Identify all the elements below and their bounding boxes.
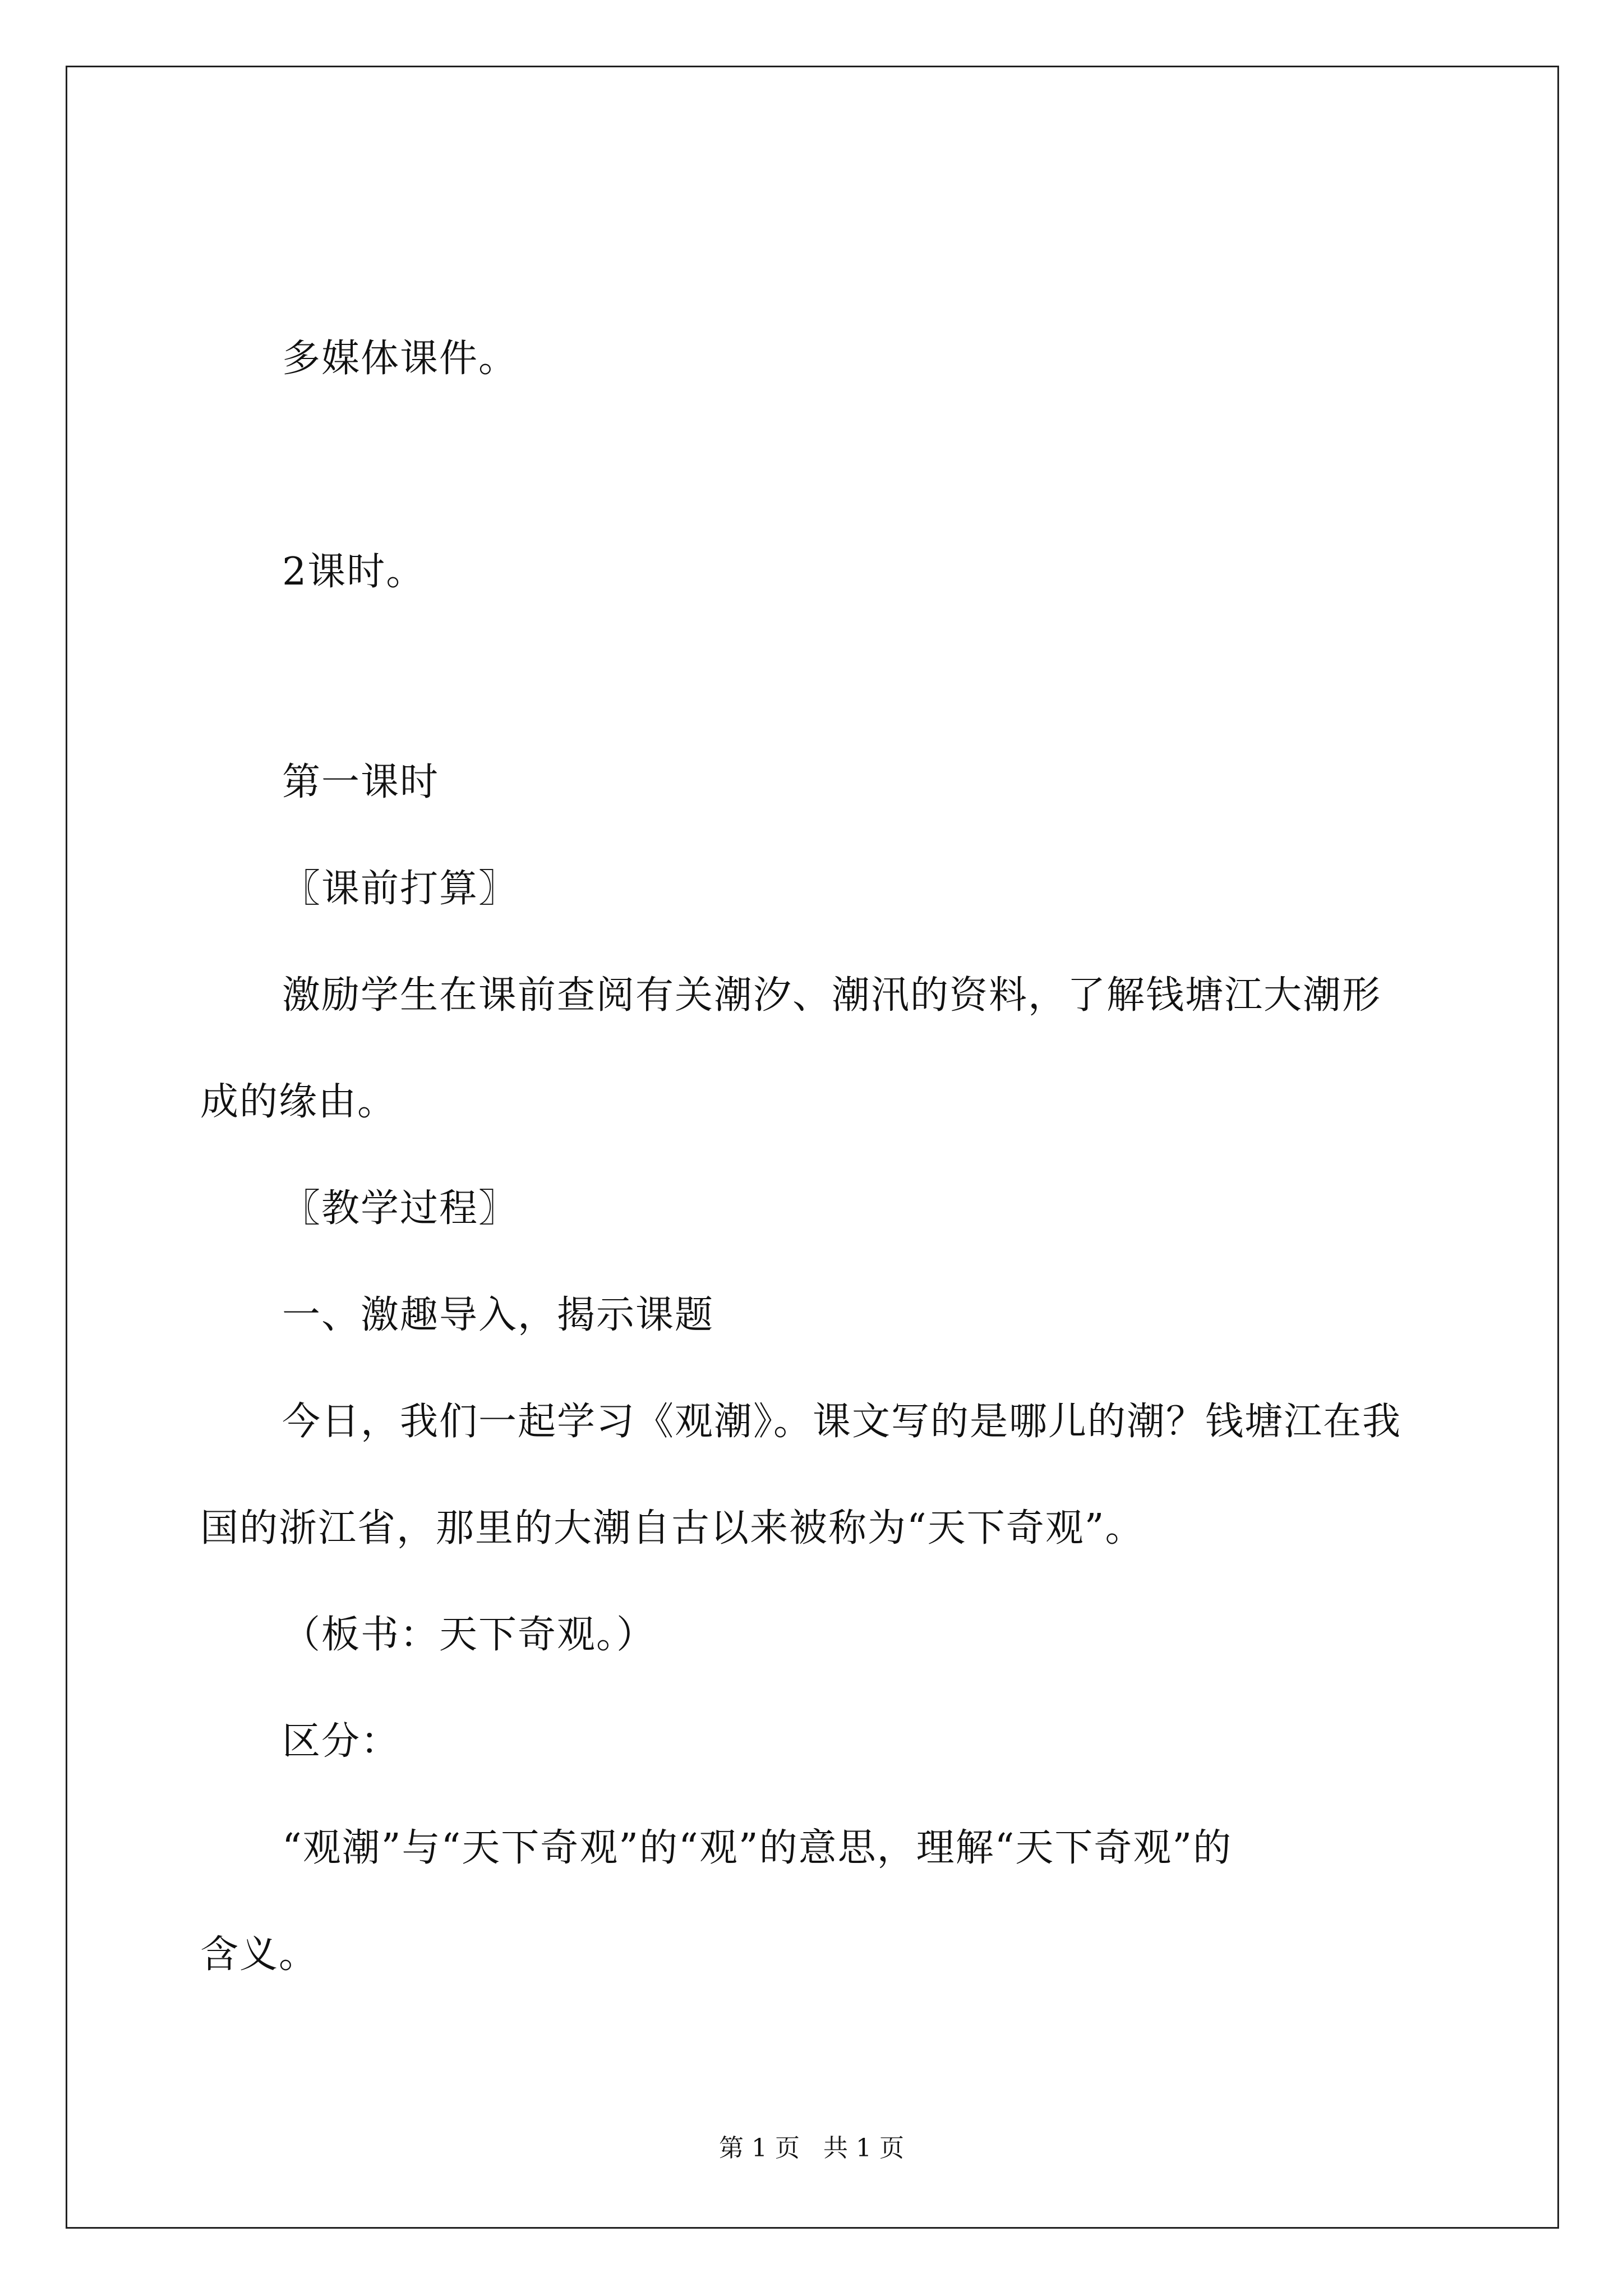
paragraph-distinguish-label: 区分： [282,1719,400,1764]
paragraph-intro-line1: 今日，我们一起学习《观潮》。课文写的是哪儿的潮？钱塘江在我 [282,1400,1402,1444]
heading-first-lesson: 第一课时 [282,760,440,804]
paragraph-board-note: （板书：天下奇观。） [282,1613,656,1657]
paragraph-preparation-line1: 激励学生在课前查阅有关潮汐、潮汛的资料，了解钱塘江大潮形 [282,973,1382,1018]
page-border [66,66,1559,2229]
paragraph-materials: 多媒体课件。 [282,337,518,381]
paragraph-duration: 2课时。 [282,550,426,594]
paragraph-intro-line2: 国的浙江省，那里的大潮自古以来被称为“天下奇观”。 [200,1506,1145,1550]
paragraph-distinguish-line2: 含义。 [200,1932,319,1977]
paragraph-distinguish-line1: “观潮”与“天下奇观”的“观”的意思，理解“天下奇观”的 [282,1826,1233,1870]
heading-section-one: 一、激趣导入，揭示课题 [282,1293,714,1337]
heading-teaching-process: 〖教学过程〗 [282,1186,518,1231]
heading-preparation: 〖课前打算〗 [282,867,518,911]
page-footer: 第 1 页 共 1 页 [719,2134,904,2162]
paragraph-preparation-line2: 成的缘由。 [200,1080,397,1124]
